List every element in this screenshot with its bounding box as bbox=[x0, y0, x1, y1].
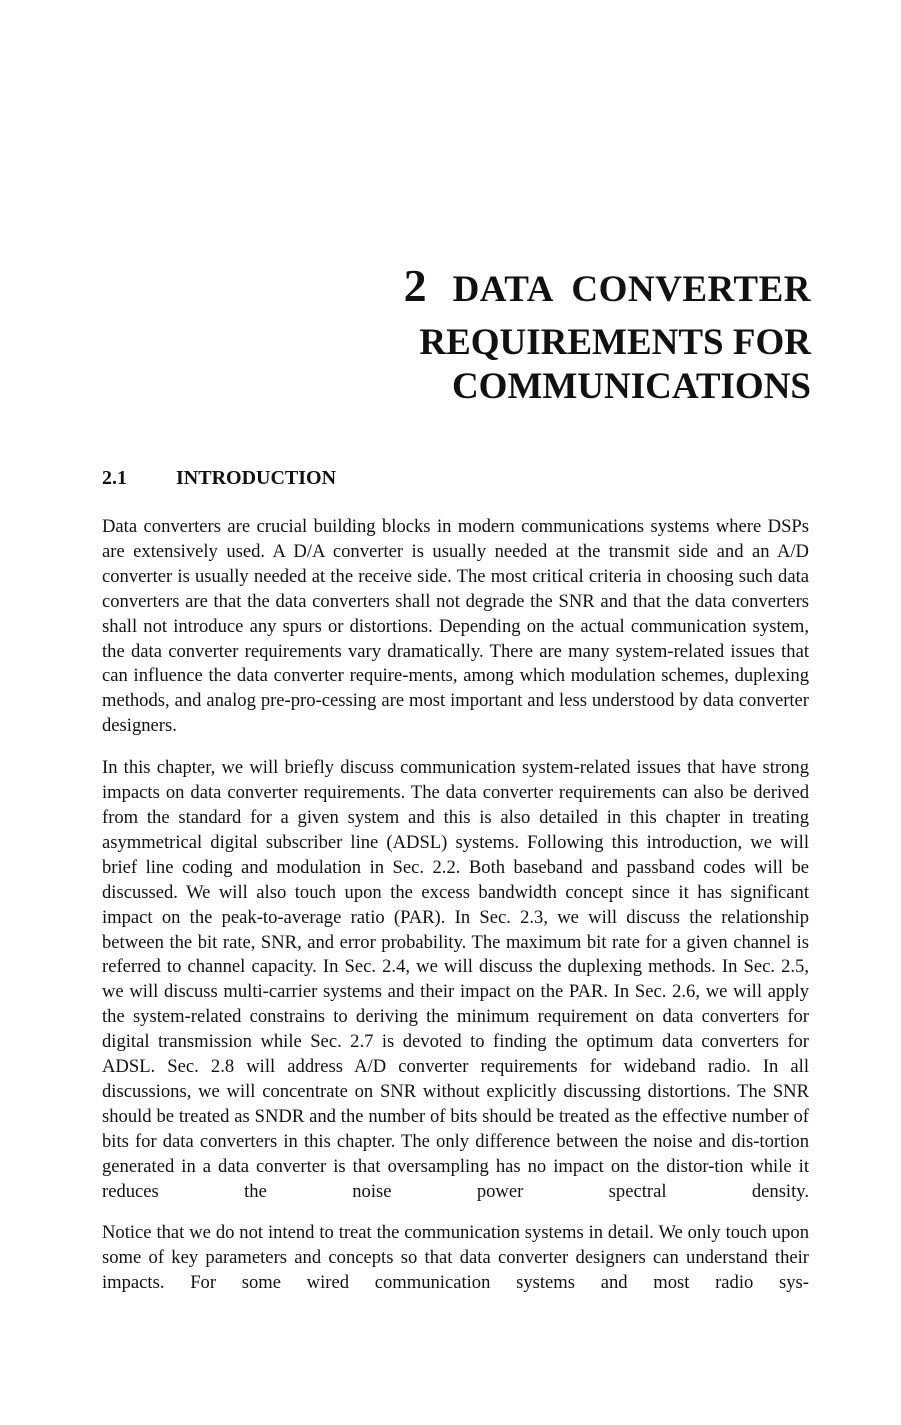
chapter-title-text-1: DATA CONVERTER bbox=[452, 269, 811, 310]
paragraph-3: Notice that we do not intend to treat the communication systems in detail. We only touch upon some of key parameters and concepts so that data converter designers can understand their impacts. For some wired communication systems and most radio sys- bbox=[102, 1222, 809, 1294]
chapter-title-text-3: COMMUNICATIONS bbox=[451, 366, 811, 407]
chapter-title-rest bbox=[351, 321, 811, 409]
body-text bbox=[102, 515, 809, 1313]
section-number: 2.1 bbox=[102, 467, 127, 489]
chapter-number: 2 bbox=[403, 260, 427, 311]
chapter-title-line1 bbox=[351, 258, 811, 314]
chapter-title-text-2: REQUIREMENTS FOR bbox=[419, 322, 811, 363]
section-heading bbox=[102, 466, 336, 490]
section-title: INTRODUCTION bbox=[176, 467, 337, 489]
paragraph-1: Data converters are crucial building blocks in modern communications systems where DSPs are extensively used. A D/A converter is usually needed at the transmit side and an A/D converter is usually needed at the receive side. The most critical criteria in choosing such data converters are that the data converters shall not degrade the SNR and that the data converters shall not introduce any spurs or distortions. Depending on the actual communication system, the data converter requirements vary dramatically. There are many system-related issues that can influence the data converter require-ments, among which modulation schemes, duplexing methods, and analog pre-pro-cessing are most important and less understood by data converter designers. bbox=[102, 516, 809, 737]
paragraph-2: In this chapter, we will briefly discuss communication system-related issues that have strong impacts on data converter requirements. The data converter requirements can also be derived from the standard for a given system and this is also detailed in this chapter in treating asymmetrical digital subscriber line (ADSL) systems. Following this introduction, we will brief line coding and modulation in Sec. 2.2. Both baseband and passband codes will be discussed. We will also touch upon the excess bandwidth concept since it has significant impact on the peak-to-average ratio (PAR). In Sec. 2.3, we will discuss the relationship between the bit rate, SNR, and error probability. The maximum bit rate for a given channel is referred to channel capacity. In Sec. 2.4, we will discuss the duplexing methods. In Sec. 2.5, we will discuss multi-carrier systems and their impact on the PAR. In Sec. 2.6, we will apply the system-related constrains to deriving the minimum requirement on data converters for digital transmission while Sec. 2.7 is devoted to finding the optimum data converters for ADSL. Sec. 2.8 will address A/D converter requirements for wideband radio. In all discussions, we will concentrate on SNR without explicitly discussing distortions. The SNR should be treated as SNDR and the number of bits should be treated as the effective number of bits for data converters in this chapter. The only difference between the noise and dis-tortion generated in a data converter is that oversampling has no impact on the distor-tion while it reduces the noise power spectral density. bbox=[102, 757, 809, 1202]
chapter-title bbox=[351, 258, 811, 409]
